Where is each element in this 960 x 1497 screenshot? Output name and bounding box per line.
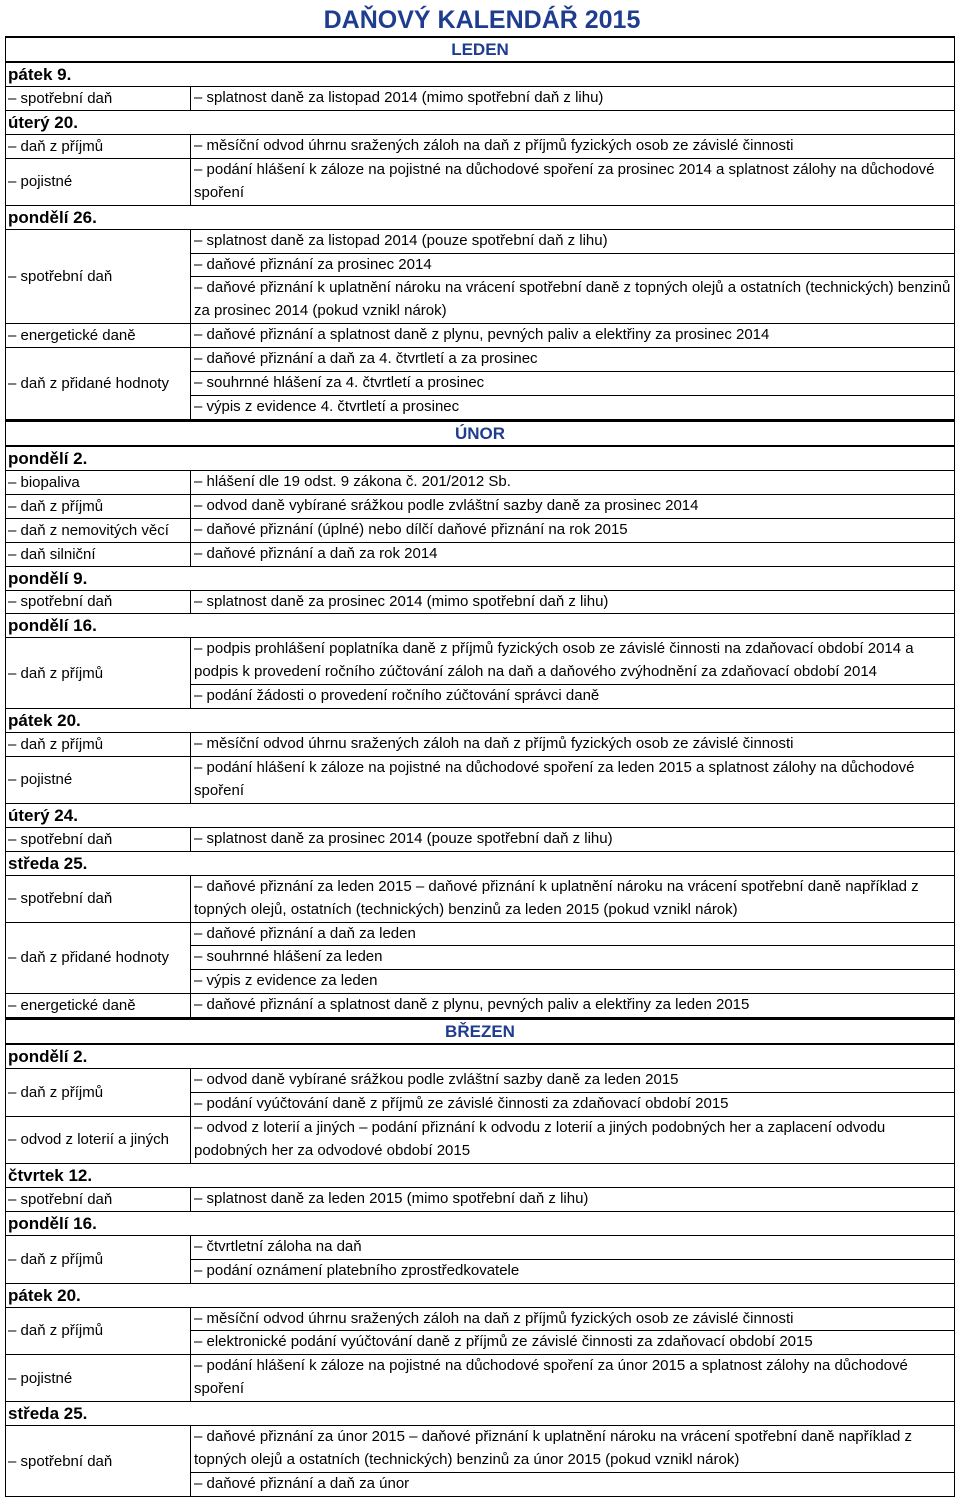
tax-category-label: – daň z nemovitých věcí (8, 521, 169, 539)
tax-category (6, 994, 191, 1017)
tax-category (6, 638, 191, 708)
obligation-line: – daňové přiznání za únor 2015 – daňové přiznání k uplatnění nároku na vrácení spotřební daně například z topných olejů a ostatních (technických) benzinů za únor 2015 (pokud vznikl nárok) (191, 1426, 954, 1473)
tax-category (6, 159, 191, 205)
obligation-line: – daňové přiznání a daň za 4. čtvrtletí a za prosinec (191, 348, 954, 372)
obligation-line: – souhrnné hlášení za 4. čtvrtletí a prosinec (191, 372, 954, 396)
date-row: pondělí 9. (6, 567, 954, 591)
obligation-line: – podání hlášení k záloze na pojistné na důchodové spoření za únor 2015 a splatnost zálohy na důchodové spoření (194, 1357, 908, 1398)
tax-entry (6, 471, 954, 495)
tax-category (6, 757, 191, 803)
obligation-line: – daňové přiznání a daň za leden (191, 923, 954, 947)
tax-entry (6, 543, 954, 567)
tax-category-label: – daň z příjmů (8, 137, 104, 155)
page-title-text: DAŇOVÝ KALENDÁŘ 2015 (323, 6, 641, 34)
tax-obligations (191, 543, 954, 566)
tax-entry (6, 994, 954, 1018)
tax-category-label: – daň z příjmů (8, 497, 104, 515)
date-row: pátek 20. (6, 709, 954, 733)
tax-entry (6, 1069, 954, 1117)
tax-entry (6, 495, 954, 519)
tax-entry (6, 876, 954, 923)
obligation-line: – odvod daně vybírané srážkou podle zvláštní sazby daně za leden 2015 (191, 1069, 954, 1093)
obligation-line: – čtvrtletní záloha na daň (191, 1236, 954, 1260)
tax-category-label: – energetické daně (8, 327, 136, 345)
obligation-line: – splatnost daně za prosinec 2014 (mimo spotřební daň z lihu) (194, 592, 609, 610)
tax-obligations (191, 87, 954, 110)
month-header: LEDEN (6, 36, 954, 63)
date-row: pondělí 2. (6, 1045, 954, 1069)
obligation-line: – výpis z evidence za leden (194, 972, 378, 990)
tax-category (6, 324, 191, 347)
tax-category-label: – spotřební daň (8, 890, 113, 908)
obligation-line: – daňové přiznání a daň za rok 2014 (194, 544, 438, 562)
tax-obligations (191, 1355, 954, 1401)
tax-obligations (191, 135, 954, 158)
month-header: BŘEZEN (6, 1018, 954, 1045)
tax-obligations (191, 876, 954, 922)
tax-entry (6, 519, 954, 543)
tax-category-label: – pojistné (8, 771, 73, 789)
tax-obligations (191, 994, 954, 1017)
obligation-line: – výpis z evidence 4. čtvrtletí a prosinec (194, 397, 460, 415)
tax-obligations (191, 1426, 954, 1496)
tax-category-label: – spotřební daň (8, 1190, 113, 1208)
tax-obligations (191, 828, 954, 851)
tax-category-label: – pojistné (8, 1369, 73, 1387)
tax-obligations (191, 1188, 954, 1211)
tax-category-label: – daň silniční (8, 545, 96, 563)
tax-obligations (191, 159, 954, 205)
tax-category (6, 1069, 191, 1116)
tax-obligations (191, 348, 954, 419)
calendar-table (5, 36, 955, 1497)
tax-obligations (191, 519, 954, 542)
tax-category (6, 828, 191, 851)
date-row: úterý 24. (6, 804, 954, 828)
obligation-line: – daňové přiznání k uplatnění nároku na vrácení spotřební daně z topných olejů a ostatních (technických) benzinů za prosinec 2014 (pokud vznikl nárok) (194, 279, 951, 320)
tax-category-label: – daň z přidané hodnoty (8, 949, 169, 967)
tax-obligations (191, 923, 954, 994)
obligation-line: – podání oznámení platebního zprostředkovatele (194, 1261, 520, 1279)
tax-category (6, 348, 191, 419)
tax-category-label: – spotřební daň (8, 830, 113, 848)
tax-category-label: – pojistné (8, 173, 73, 191)
tax-obligations (191, 495, 954, 518)
tax-entry (6, 230, 954, 325)
tax-category-label: – daň z příjmů (8, 1084, 104, 1102)
obligation-line: – daňové přiznání za prosinec 2014 (191, 254, 954, 278)
tax-category (6, 1355, 191, 1401)
obligation-line: – daňové přiznání a splatnost daně z plynu, pevných paliv a elektřiny za prosinec 2014 (194, 326, 770, 344)
obligation-line: – splatnost daně za listopad 2014 (mimo spotřební daň z lihu) (194, 89, 604, 106)
tax-category-label: – biopaliva (8, 473, 80, 491)
tax-obligations (191, 757, 954, 803)
tax-obligations (191, 1117, 954, 1163)
date-row: úterý 20. (6, 111, 954, 135)
tax-entry (6, 1426, 954, 1497)
tax-category (6, 1426, 191, 1496)
obligation-line: – podání žádosti o provedení ročního zúčtování správci daně (194, 687, 600, 705)
tax-category-label: – spotřební daň (8, 593, 113, 611)
tax-obligations (191, 638, 954, 708)
tax-entry (6, 828, 954, 852)
date-row: středa 25. (6, 852, 954, 876)
obligation-line: – souhrnné hlášení za leden (191, 946, 954, 970)
date-row: pondělí 16. (6, 1212, 954, 1236)
tax-category-label: – spotřební daň (8, 89, 113, 107)
tax-entry (6, 638, 954, 709)
obligation-line: – podání hlášení k záloze na pojistné na důchodové spoření za prosinec 2014 a splatnost zálohy na důchodové spoření (194, 160, 935, 201)
tax-entry (6, 159, 954, 206)
obligation-line: – odvod daně vybírané srážkou podle zvláštní sazby daně za prosinec 2014 (194, 496, 699, 514)
obligation-line: – měsíční odvod úhrnu sražených záloh na daň z příjmů fyzických osob ze závislé činnosti (191, 1308, 954, 1332)
date-row: pátek 20. (6, 1284, 954, 1308)
page-title (0, 0, 960, 36)
tax-category-label: – daň z přidané hodnoty (8, 375, 169, 393)
date-row: čtvrtek 12. (6, 1164, 954, 1188)
tax-obligations (191, 471, 954, 494)
obligation-line: – daňové přiznání za leden 2015 – daňové přiznání k uplatnění nároku na vrácení spotřební daně například z topných olejů, ostatních (technických) benzinů za leden 2015 (pokud vznikl nárok) (194, 877, 919, 918)
tax-entry (6, 1188, 954, 1212)
tax-category (6, 876, 191, 922)
tax-entry (6, 324, 954, 348)
obligation-line: – odvod z loterií a jiných – podání přiznání k odvodu z loterií a jiných podobných her a zaplacení odvodu podobných her za odvodové období 2015 (194, 1119, 886, 1159)
tax-category (6, 543, 191, 566)
tax-category (6, 1236, 191, 1283)
tax-category (6, 1117, 191, 1163)
tax-entry (6, 923, 954, 995)
date-row: středa 25. (6, 1402, 954, 1426)
tax-category (6, 87, 191, 110)
tax-category-label: – spotřební daň (8, 1452, 113, 1470)
obligation-line: – daňové přiznání a daň za únor (194, 1474, 410, 1492)
tax-obligations (191, 1236, 954, 1283)
tax-category (6, 519, 191, 542)
obligation-line: – podpis prohlášení poplatníka daně z příjmů fyzických osob ze závislé činnosti na zdaňovací období 2014 a podpis k provedení ročního zúčtování záloh na daň a daňového zvýhodnění za zdaňovací období 2014 (191, 638, 954, 685)
tax-category (6, 230, 191, 324)
obligation-line: – splatnost daně za prosinec 2014 (pouze spotřební daň z lihu) (194, 829, 613, 847)
tax-entry (6, 348, 954, 420)
tax-category-label: – daň z příjmů (8, 736, 104, 754)
tax-category (6, 1308, 191, 1355)
tax-entry (6, 733, 954, 757)
tax-obligations (191, 324, 954, 347)
tax-category-label: – daň z příjmů (8, 1322, 104, 1340)
tax-entry (6, 1308, 954, 1356)
obligation-line: – podání hlášení k záloze na pojistné na důchodové spoření za leden 2015 a splatnost zálohy na důchodové spoření (194, 759, 915, 799)
tax-category (6, 923, 191, 994)
tax-entry (6, 591, 954, 615)
tax-entry (6, 757, 954, 804)
tax-category (6, 471, 191, 494)
date-row: pátek 9. (6, 63, 954, 87)
tax-obligations (191, 230, 954, 324)
obligation-line: – měsíční odvod úhrnu sražených záloh na daň z příjmů fyzických osob ze závislé činnosti (194, 735, 794, 753)
tax-obligations (191, 1069, 954, 1116)
tax-category (6, 591, 191, 614)
obligation-line: – měsíční odvod úhrnu sražených záloh na daň z příjmů fyzických osob ze závislé činnosti (194, 136, 794, 154)
tax-entry (6, 135, 954, 159)
tax-entry (6, 1236, 954, 1284)
month-header: ÚNOR (6, 420, 954, 447)
obligation-line: – elektronické podání vyúčtování daně z příjmů ze závislé činnosti za zdaňovací období 2015 (194, 1333, 813, 1351)
obligation-line: – hlášení dle 19 odst. 9 zákona č. 201/2012 Sb. (194, 472, 511, 490)
tax-category (6, 1188, 191, 1211)
obligation-line: – splatnost daně za listopad 2014 (pouze spotřební daň z lihu) (191, 230, 954, 254)
tax-category-label: – daň z příjmů (8, 664, 104, 682)
date-row: pondělí 26. (6, 206, 954, 230)
obligation-line: – splatnost daně za leden 2015 (mimo spotřební daň z lihu) (194, 1189, 589, 1207)
tax-category (6, 135, 191, 158)
tax-obligations (191, 733, 954, 756)
tax-obligations (191, 591, 954, 614)
tax-obligations (191, 1308, 954, 1355)
tax-entry (6, 87, 954, 111)
tax-category-label: – energetické daně (8, 997, 136, 1015)
tax-entry (6, 1117, 954, 1164)
tax-category-label: – odvod z loterií a jiných (8, 1131, 169, 1149)
obligation-line: – daňové přiznání a splatnost daně z plynu, pevných paliv a elektřiny za leden 2015 (194, 996, 750, 1014)
tax-category (6, 733, 191, 756)
date-row: pondělí 2. (6, 447, 954, 471)
date-row: pondělí 16. (6, 614, 954, 638)
obligation-line: – podání vyúčtování daně z příjmů ze závislé činnosti za zdaňovací období 2015 (194, 1095, 729, 1113)
tax-entry (6, 1355, 954, 1402)
tax-category (6, 495, 191, 518)
tax-category-label: – spotřební daň (8, 267, 113, 285)
tax-category-label: – daň z příjmů (8, 1250, 104, 1268)
obligation-line: – daňové přiznání (úplné) nebo dílčí daňové přiznání na rok 2015 (194, 520, 628, 538)
